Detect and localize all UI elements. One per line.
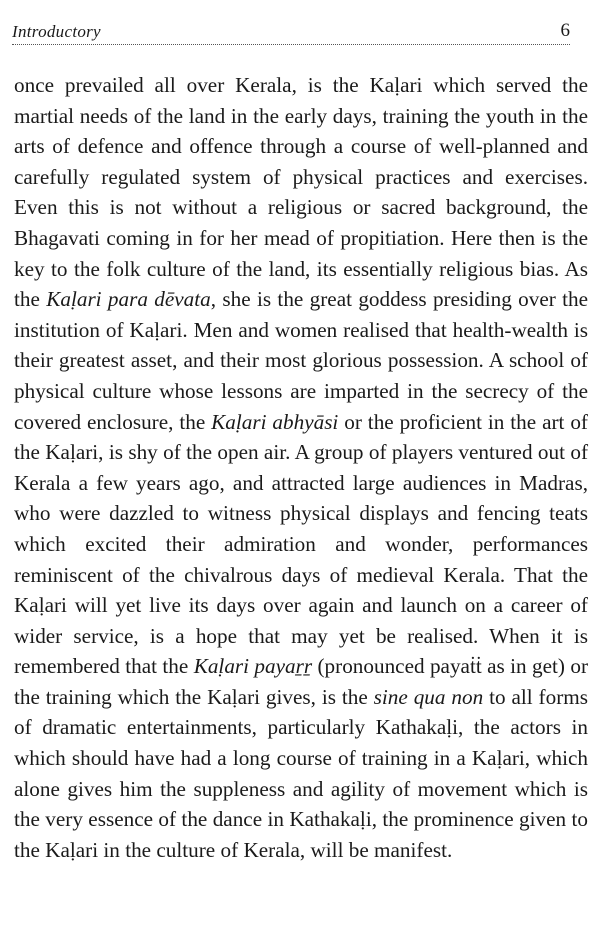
text-segment: once prevailed all over Kerala, is the Kaḷari which served the martial needs of the land in the early days, training the youth in the arts of defence and offence through a course of well-planned and carefully regulated system of physical practices and exercises. Even this is not without a religious or sacred background, the Bhagavati coming in for her mead of propitiation. Here then is the key to the folk culture of the land, its essentially religious bias. As the bbox=[14, 73, 588, 312]
italic-term: Kaḷari payaṟṟ bbox=[193, 654, 313, 679]
running-header bbox=[12, 20, 570, 45]
text-segment: or the proficient in the art of the Kaḷari, is shy of the open air. A group of players ventured out of Kerala a few years ago, and attracted large audiences in Madras, who were dazzled to witness physical displays and fencing teats which excited their admiration and wonder, performances reminiscent of the chivalrous days of medieval Kerala. That the Kaḷari will yet live its days over again and launch on a career of wider service, is a hope that may yet be realised. When it is remembered that the bbox=[14, 409, 588, 679]
page-number: 6 bbox=[560, 20, 570, 41]
text-segment: to all forms of dramatic entertainments, particularly Kathakaḷi, the actors in which should have had a long course of training in a Kaḷari, which alone gives him the suppleness and agility of movement which is the very essence of the dance in Kathakaḷi, the prominence given to the Kaḷari in the culture of Kerala, will be manifest. bbox=[14, 684, 588, 862]
body-paragraph bbox=[14, 70, 588, 865]
section-title: Introductory bbox=[12, 22, 101, 41]
italic-term: Kaḷari abhyāsi bbox=[211, 409, 339, 434]
italic-term: Kaḷari para dēvata bbox=[46, 287, 211, 312]
italic-term: sine qua non bbox=[373, 684, 484, 709]
text-segment: , she is the great goddess presiding over the institution of Kaḷari. Men and women realised that health-wealth is their greatest asset, and their most glorious possession. A school of physical culture whose lessons are imparted in the secrecy of the covered enclosure, the bbox=[14, 287, 588, 434]
text-segment: (pronounced payaṫṫ as in get) or the training which the Kaḷari gives, is the bbox=[14, 654, 588, 709]
